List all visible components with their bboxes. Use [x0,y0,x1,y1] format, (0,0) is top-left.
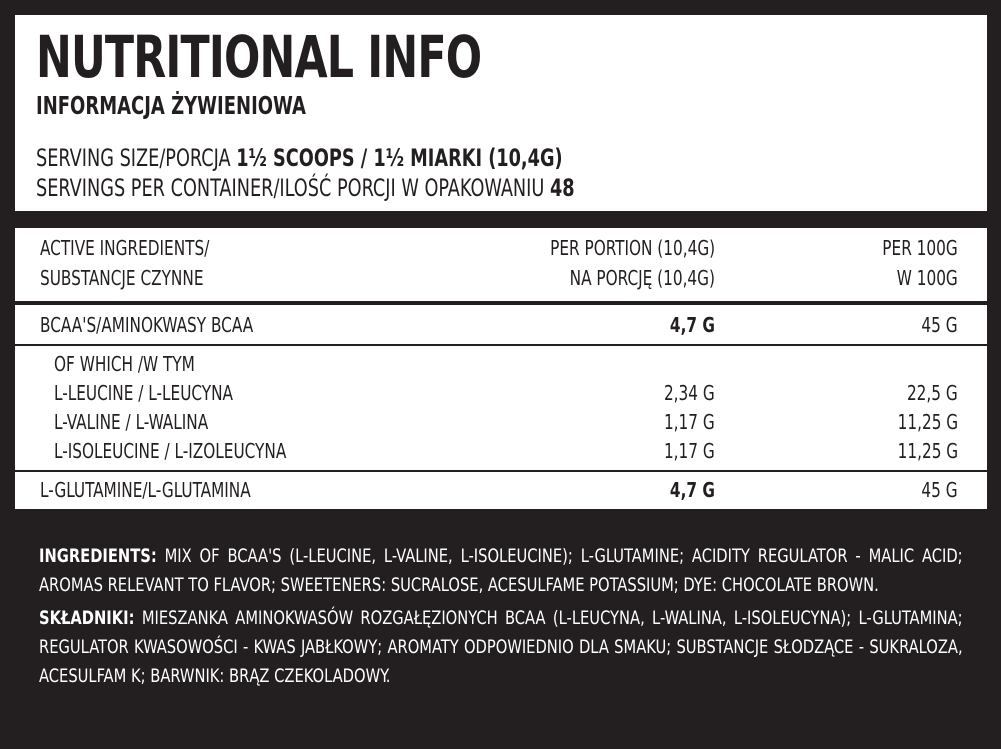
row-per-portion: 2,34 G [664,381,715,405]
table-divider [15,344,987,346]
servings-label: SERVINGS PER CONTAINER/ILOŚĆ PORCJI W OPAKOWANIU [36,174,545,202]
table-header-row [15,234,987,304]
ingredients-pl-text: MIESZANKA AMINOKWASÓW ROZGAŁĘZIONYCH BCAA (L-LEUCYNA, L-WALINA, L-ISOLEUCYNA); L-GLUTAMINA; REGULATOR KWASOWOŚCI - KWAS JABŁKOWY; AROMATY ODPOWIEDNIO DLA SMAKU; SUBSTANCJE SŁODZĄCE - SUKRALOZA, ACESULFAM K; BARWNIK: BRĄZ CZEKOLADOWY. [39,607,963,687]
column-header-per-portion-en: PER PORTION (10,4G) [549,236,715,260]
row-name: L-VALINE / L-WALINA [54,410,209,434]
header-panel [15,15,987,211]
ingredients-en [39,542,963,600]
row-per-100g: 45 G [921,478,958,502]
row-name: L-LEUCINE / L-LEUCYNA [54,381,234,405]
ingredients-en-text: MIX OF BCAA'S (L-LEUCINE, L-VALINE, L-ISOLEUCINE); L-GLUTAMINE; ACIDITY REGULATOR - MALIC ACID; AROMAS RELEVANT TO FLAVOR; SWEETENERS: SUCRALOSE, ACESULFAME POTASSIUM; DYE: CHOCOLATE BROWN. [39,545,963,596]
serving-size-line [36,143,799,173]
page-subtitle: INFORMACJA ŻYWIENIOWA [36,91,306,120]
nutrition-table [15,228,987,509]
ingredients-section [39,542,964,691]
page-title: NUTRITIONAL INFO [36,23,482,91]
row-per-portion: 1,17 G [664,439,715,463]
column-header-ingredients-pl: SUBSTANCJE CZYNNE [40,266,204,290]
table-divider [15,301,987,305]
row-per-portion: 4,7 G [670,313,715,337]
row-per-100g: 22,5 G [907,381,958,405]
row-per-100g: 11,25 G [897,439,958,463]
table-divider [15,470,987,472]
row-per-100g: 11,25 G [897,410,958,434]
servings-per-container-line [36,173,799,203]
table-row [15,311,987,341]
ingredients-pl-label: SKŁADNIKI: [39,607,135,629]
of-which-label: OF WHICH /W TYM [54,352,195,376]
row-name: L-ISOLEUCINE / L-IZOLEUCYNA [54,439,287,463]
servings-value: 48 [549,174,575,202]
column-header-ingredients-en: ACTIVE INGREDIENTS/ [40,236,210,260]
ingredients-pl [39,604,963,691]
serving-size-value: 1½ SCOOPS / 1½ MIARKI (10,4G) [236,144,563,172]
row-per-100g: 45 G [921,313,958,337]
column-header-per-100g-pl: W 100G [896,266,958,290]
row-name: L-GLUTAMINE/L-GLUTAMINA [40,478,251,502]
row-per-portion: 4,7 G [670,478,715,502]
serving-size-label: SERVING SIZE/PORCJA [36,144,231,172]
row-per-portion: 1,17 G [664,410,715,434]
row-name: BCAA'S/AMINOKWASY BCAA [40,313,254,337]
column-header-per-portion-pl: NA PORCJĘ (10,4G) [569,266,715,290]
table-row-group [15,350,987,470]
table-row [15,476,987,506]
column-header-per-100g-en: PER 100G [882,236,958,260]
ingredients-en-label: INGREDIENTS: [39,545,157,567]
